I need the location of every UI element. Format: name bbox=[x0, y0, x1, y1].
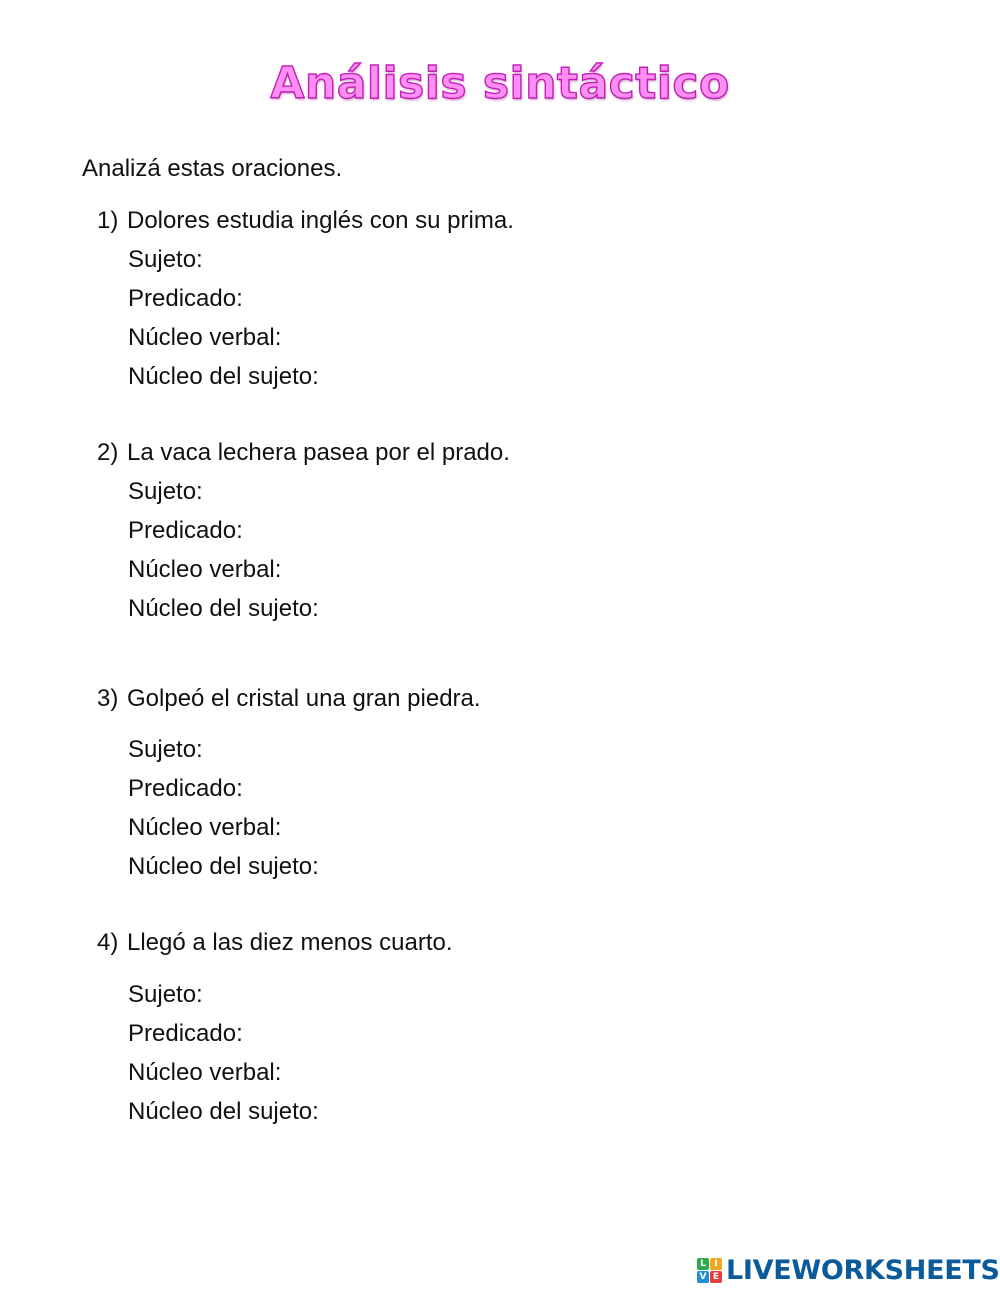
exercise-4-text: Llegó a las diez menos cuarto. bbox=[127, 929, 453, 956]
exercise-3-subject-nucleus-label: Núcleo del sujeto: bbox=[128, 853, 319, 880]
exercise-3-number: 3) bbox=[97, 685, 119, 712]
exercise-2-subject-label: Sujeto: bbox=[128, 478, 203, 505]
exercise-1-predicate-label: Predicado: bbox=[128, 285, 243, 312]
logo-mark-letter: I bbox=[710, 1258, 722, 1270]
exercise-4-number: 4) bbox=[97, 929, 119, 956]
exercise-2-text: La vaca lechera pasea por el prado. bbox=[127, 439, 510, 466]
page-title: Análisis sintáctico bbox=[270, 58, 730, 109]
exercise-4-predicate-label: Predicado: bbox=[128, 1020, 243, 1047]
exercise-2-predicate-label: Predicado: bbox=[128, 517, 243, 544]
exercise-3-sentence bbox=[97, 685, 481, 713]
exercise-1-number: 1) bbox=[97, 207, 119, 234]
logo-mark-icon bbox=[697, 1258, 722, 1283]
exercise-2-number: 2) bbox=[97, 439, 119, 466]
exercise-2-sentence bbox=[97, 439, 510, 467]
exercise-3-predicate-label: Predicado: bbox=[128, 775, 243, 802]
exercise-4-subject-label: Sujeto: bbox=[128, 981, 203, 1008]
exercise-1-subject-nucleus-label: Núcleo del sujeto: bbox=[128, 363, 319, 390]
logo-wordmark: LIVEWORKSHEETS bbox=[726, 1254, 1000, 1286]
exercise-4-sentence bbox=[97, 929, 453, 957]
logo-mark-letter: V bbox=[697, 1271, 709, 1283]
exercise-1-text: Dolores estudia inglés con su prima. bbox=[127, 207, 514, 234]
liveworksheets-logo bbox=[697, 1255, 1000, 1285]
logo-mark-letter: L bbox=[697, 1258, 709, 1270]
exercise-4-subject-nucleus-label: Núcleo del sujeto: bbox=[128, 1098, 319, 1125]
instruction-text: Analizá estas oraciones. bbox=[82, 155, 343, 182]
exercise-3-text: Golpeó el cristal una gran piedra. bbox=[127, 685, 481, 712]
exercise-1-sentence bbox=[97, 207, 514, 235]
exercise-1-subject-label: Sujeto: bbox=[128, 246, 203, 273]
exercise-3-verb-nucleus-label: Núcleo verbal: bbox=[128, 814, 282, 841]
logo-mark-letter: E bbox=[710, 1271, 722, 1283]
exercise-3-subject-label: Sujeto: bbox=[128, 736, 203, 763]
exercise-2-subject-nucleus-label: Núcleo del sujeto: bbox=[128, 595, 319, 622]
exercise-1-verb-nucleus-label: Núcleo verbal: bbox=[128, 324, 282, 351]
exercise-4-verb-nucleus-label: Núcleo verbal: bbox=[128, 1059, 282, 1086]
exercise-2-verb-nucleus-label: Núcleo verbal: bbox=[128, 556, 282, 583]
